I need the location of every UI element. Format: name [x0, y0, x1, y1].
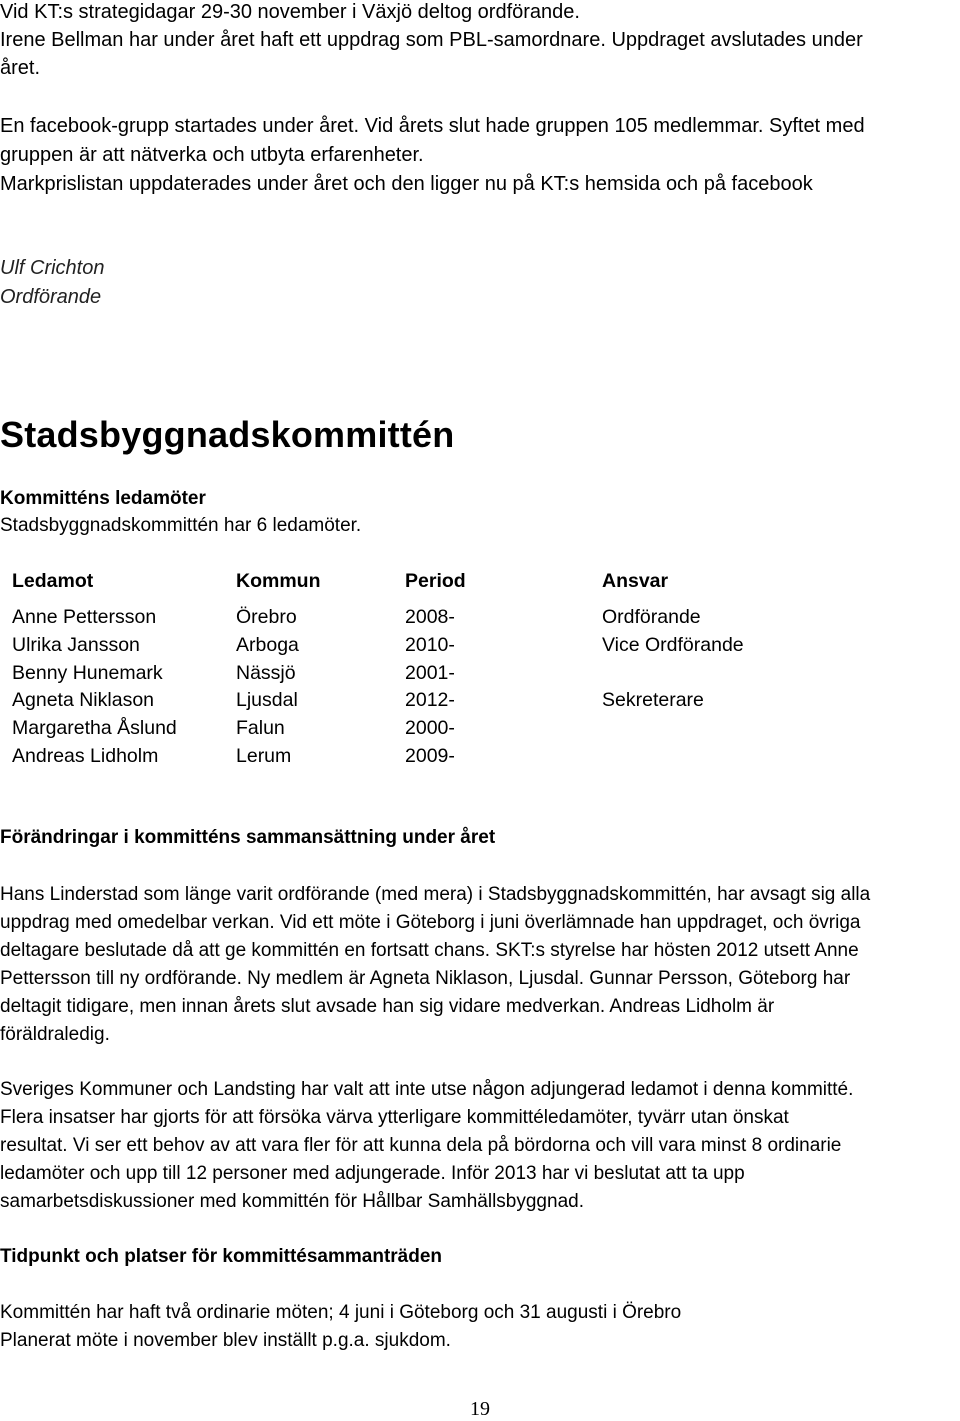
- cell-role: [602, 745, 902, 773]
- cell-municipality: Arboga: [236, 633, 299, 656]
- intro-line-6: Markprislistan uppdaterades under året och den ligger nu på KT:s hemsida och på facebook: [0, 173, 813, 195]
- cell-name: Ulrika Jansson: [12, 633, 140, 656]
- header-ledamot: Ledamot: [12, 570, 94, 592]
- members-heading: Kommitténs ledamöter: [0, 488, 206, 509]
- cell-period: 2000-: [405, 717, 455, 740]
- intro-line-1: Vid KT:s strategidagar 29-30 november i Växjö deltog ordförande.: [0, 1, 580, 23]
- changes-line-1: Hans Linderstad som länge varit ordförande (med mera) i Stadsbyggnadskommittén, har avsagt sig alla: [0, 884, 871, 905]
- cell-period: 2001-: [405, 661, 455, 684]
- skl-line-1: Sveriges Kommuner och Landsting har valt att inte utse någon adjungerad ledamot i denna kommitté.: [0, 1079, 854, 1100]
- cell-period: 2012-: [405, 689, 455, 712]
- cell-role: [602, 717, 902, 745]
- header-period: Period: [405, 570, 466, 592]
- changes-line-2: uppdrag med omedelbar verkan. Vid ett möte i Göteborg i juni överlämnade han uppdraget, och övriga: [0, 912, 861, 933]
- table-row: [12, 717, 902, 745]
- skl-line-3: resultat. Vi ser ett behov av att vara fler för att kunna dela på bördorna och vill vara minst 8 ordinarie: [0, 1135, 842, 1156]
- page-number: 19: [470, 1398, 490, 1420]
- members-table: [12, 570, 902, 773]
- cell-municipality: Nässjö: [236, 661, 296, 684]
- cell-role: Ordförande: [602, 606, 701, 628]
- cell-role: [602, 662, 902, 690]
- committee-title: Stadsbyggnadskommittén: [0, 414, 455, 455]
- members-intro: Stadsbyggnadskommittén har 6 ledamöter.: [0, 515, 362, 536]
- table-row: [12, 745, 902, 773]
- table-row: [12, 689, 902, 717]
- cell-municipality: Falun: [236, 717, 285, 740]
- skl-line-5: samarbetsdiskussioner med kommittén för Hållbar Samhällsbyggnad.: [0, 1191, 584, 1212]
- cell-role: Vice Ordförande: [602, 633, 744, 656]
- cell-period: 2009-: [405, 744, 455, 767]
- cell-municipality: Lerum: [236, 744, 292, 767]
- cell-name: Margaretha Åslund: [12, 717, 177, 740]
- cell-period: 2010-: [405, 633, 455, 656]
- intro-line-3: året.: [0, 57, 41, 79]
- signature-name: Ulf Crichton: [0, 257, 105, 279]
- changes-line-3: deltagare beslutade då att ge kommittén en fortsatt chans. SKT:s styrelse har hösten 2012 utsett Anne: [0, 940, 859, 961]
- skl-line-4: ledamöter och upp till 12 personer med adjungerade. Inför 2013 har vi beslutat att ta upp: [0, 1163, 745, 1184]
- cell-name: Benny Hunemark: [12, 661, 163, 684]
- cell-name: Andreas Lidholm: [12, 744, 159, 767]
- table-row: [12, 606, 902, 634]
- cell-name: Anne Pettersson: [12, 606, 157, 628]
- changes-heading: Förändringar i kommitténs sammansättning under året: [0, 827, 496, 848]
- cell-municipality: Örebro: [236, 606, 297, 628]
- table-row: [12, 662, 902, 690]
- changes-line-6: föräldraledig.: [0, 1024, 110, 1045]
- meetings-line-2: Planerat möte i november blev inställt p.g.a. sjukdom.: [0, 1330, 451, 1351]
- changes-line-4: Pettersson till ny ordförande. Ny medlem är Agneta Niklason, Ljusdal. Gunnar Persson, Göteborg har: [0, 968, 851, 989]
- cell-role: Sekreterare: [602, 689, 704, 712]
- members-table-header: [12, 570, 902, 606]
- cell-period: 2008-: [405, 606, 455, 628]
- intro-line-4: En facebook-grupp startades under året. Vid årets slut hade gruppen 105 medlemmar. Syftet med: [0, 115, 865, 137]
- meetings-heading: Tidpunkt och platser för kommittésammanträden: [0, 1246, 443, 1267]
- changes-line-5: deltagit tidigare, men innan årets slut avsade han sig vidare medverkan. Andreas Lidholm är: [0, 996, 775, 1017]
- header-kommun: Kommun: [236, 570, 321, 592]
- meetings-line-1: Kommittén har haft två ordinarie möten; 4 juni i Göteborg och 31 augusti i Örebro: [0, 1302, 682, 1323]
- skl-line-2: Flera insatser har gjorts för att försöka värva ytterligare kommittéledamöter, tyvärr utan önskat: [0, 1107, 789, 1128]
- intro-line-2: Irene Bellman har under året haft ett uppdrag som PBL-samordnare. Uppdraget avslutades under: [0, 29, 863, 51]
- signature-role: Ordförande: [0, 286, 102, 308]
- table-row: [12, 634, 902, 662]
- cell-municipality: Ljusdal: [236, 689, 298, 712]
- cell-name: Agneta Niklason: [12, 689, 155, 712]
- header-ansvar: Ansvar: [602, 570, 669, 592]
- intro-line-5: gruppen är att nätverka och utbyta erfarenheter.: [0, 144, 424, 166]
